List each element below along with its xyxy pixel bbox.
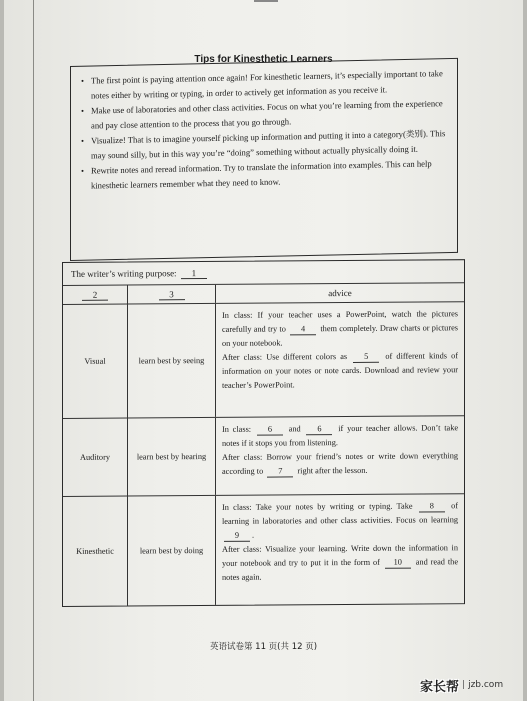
tip-item: • Visualize! That is to imagine yourself picking up information and putting it into a category(类别). This may sound silly, but in this way you’re “doing” something without actually physically doing it.: [83, 126, 449, 163]
watermark-logo-text: 家长帮: [420, 679, 460, 695]
watermark-site: jzb.com: [468, 680, 504, 690]
table-row-visual: [63, 302, 464, 419]
learner-type-cell: Visual: [63, 305, 128, 418]
writing-purpose-label: The writer’s writing purpose:: [71, 268, 177, 279]
table-row-kinesthetic: [63, 494, 464, 606]
learning-style-cell: learn best by hearing: [128, 418, 216, 496]
watermark-separator: |: [462, 680, 466, 690]
summary-table: [62, 259, 465, 607]
learner-type-cell: Kinesthetic: [63, 497, 128, 606]
answer-blank-5: 5: [353, 352, 379, 363]
writing-purpose-row: [63, 260, 464, 286]
answer-blank-3: 3: [159, 289, 185, 300]
answer-blank-4: 4: [290, 324, 316, 335]
answer-blank-7: 7: [267, 466, 293, 477]
after-class-advice: After class: Use different colors as 5 of different kinds of information on your notes or note cards. Download and review your teacher’s PowerPoint.: [222, 351, 459, 390]
answer-blank-2: 2: [82, 289, 108, 300]
answer-blank-6a: 6: [257, 424, 283, 435]
in-class-advice: In class: If your teacher uses a PowerPoint, watch the pictures carefully and try to 4 them completely. Draw charts or pictures on your notebook.: [222, 309, 458, 348]
page-footer: 英语试卷第 11 页(共 12 页): [209, 642, 318, 652]
passage-title: Tips for Kinesthetic Learners: [194, 54, 333, 65]
site-watermark: [420, 676, 520, 694]
advice-cell: [216, 302, 464, 417]
advice-cell: [216, 416, 464, 495]
answer-blank-10: 10: [385, 558, 411, 569]
advice-cell: [216, 494, 464, 605]
tip-item: • Make use of laboratories and other class activities. Focus on what you’re learning from the experience and pay close attention to the process that you go through.: [83, 96, 449, 133]
in-class-advice: In class: 6 and 6 if your teacher allows. Don’t take notes if it stops you from listening.: [222, 423, 459, 448]
answer-blank-1: 1: [181, 268, 207, 279]
tips-passage-box: [70, 58, 458, 261]
answer-blank-6b: 6: [306, 424, 332, 435]
learning-style-cell: learn best by seeing: [128, 304, 216, 418]
after-class-advice: After class: Borrow your friend’s notes or write down everything according to 7 right after the lesson.: [222, 451, 458, 476]
after-class-advice: After class: Visualize your learning. Write down the information in your notebook and try to put it in the form of 10 and read the notes again.: [222, 543, 459, 582]
tip-item: • Rewrite notes and reread information. Try to translate the information into examples. This can help kinesthetic learners remember what they need to know.: [83, 156, 449, 193]
learner-type-cell: Auditory: [63, 419, 128, 496]
answer-blank-9: 9: [224, 531, 250, 542]
top-crop-mark: [254, 0, 278, 2]
advice-header: advice: [328, 287, 352, 299]
tips-list: [83, 66, 449, 193]
answer-blank-8: 8: [419, 501, 445, 512]
tip-item: • The first point is paying attention once again! For kinesthetic learners, it’s especially important to take notes either by writing or typing, in order to actively get information as you receive it.: [83, 66, 449, 103]
binding-margin-line: [33, 0, 34, 701]
in-class-advice: In class: Take your notes by writing or typing. Take 8 of learning in laboratories and other class activities. Focus on learning 9 .: [222, 499, 458, 543]
table-row-auditory: [63, 416, 464, 497]
learning-style-cell: learn best by doing: [128, 496, 216, 606]
